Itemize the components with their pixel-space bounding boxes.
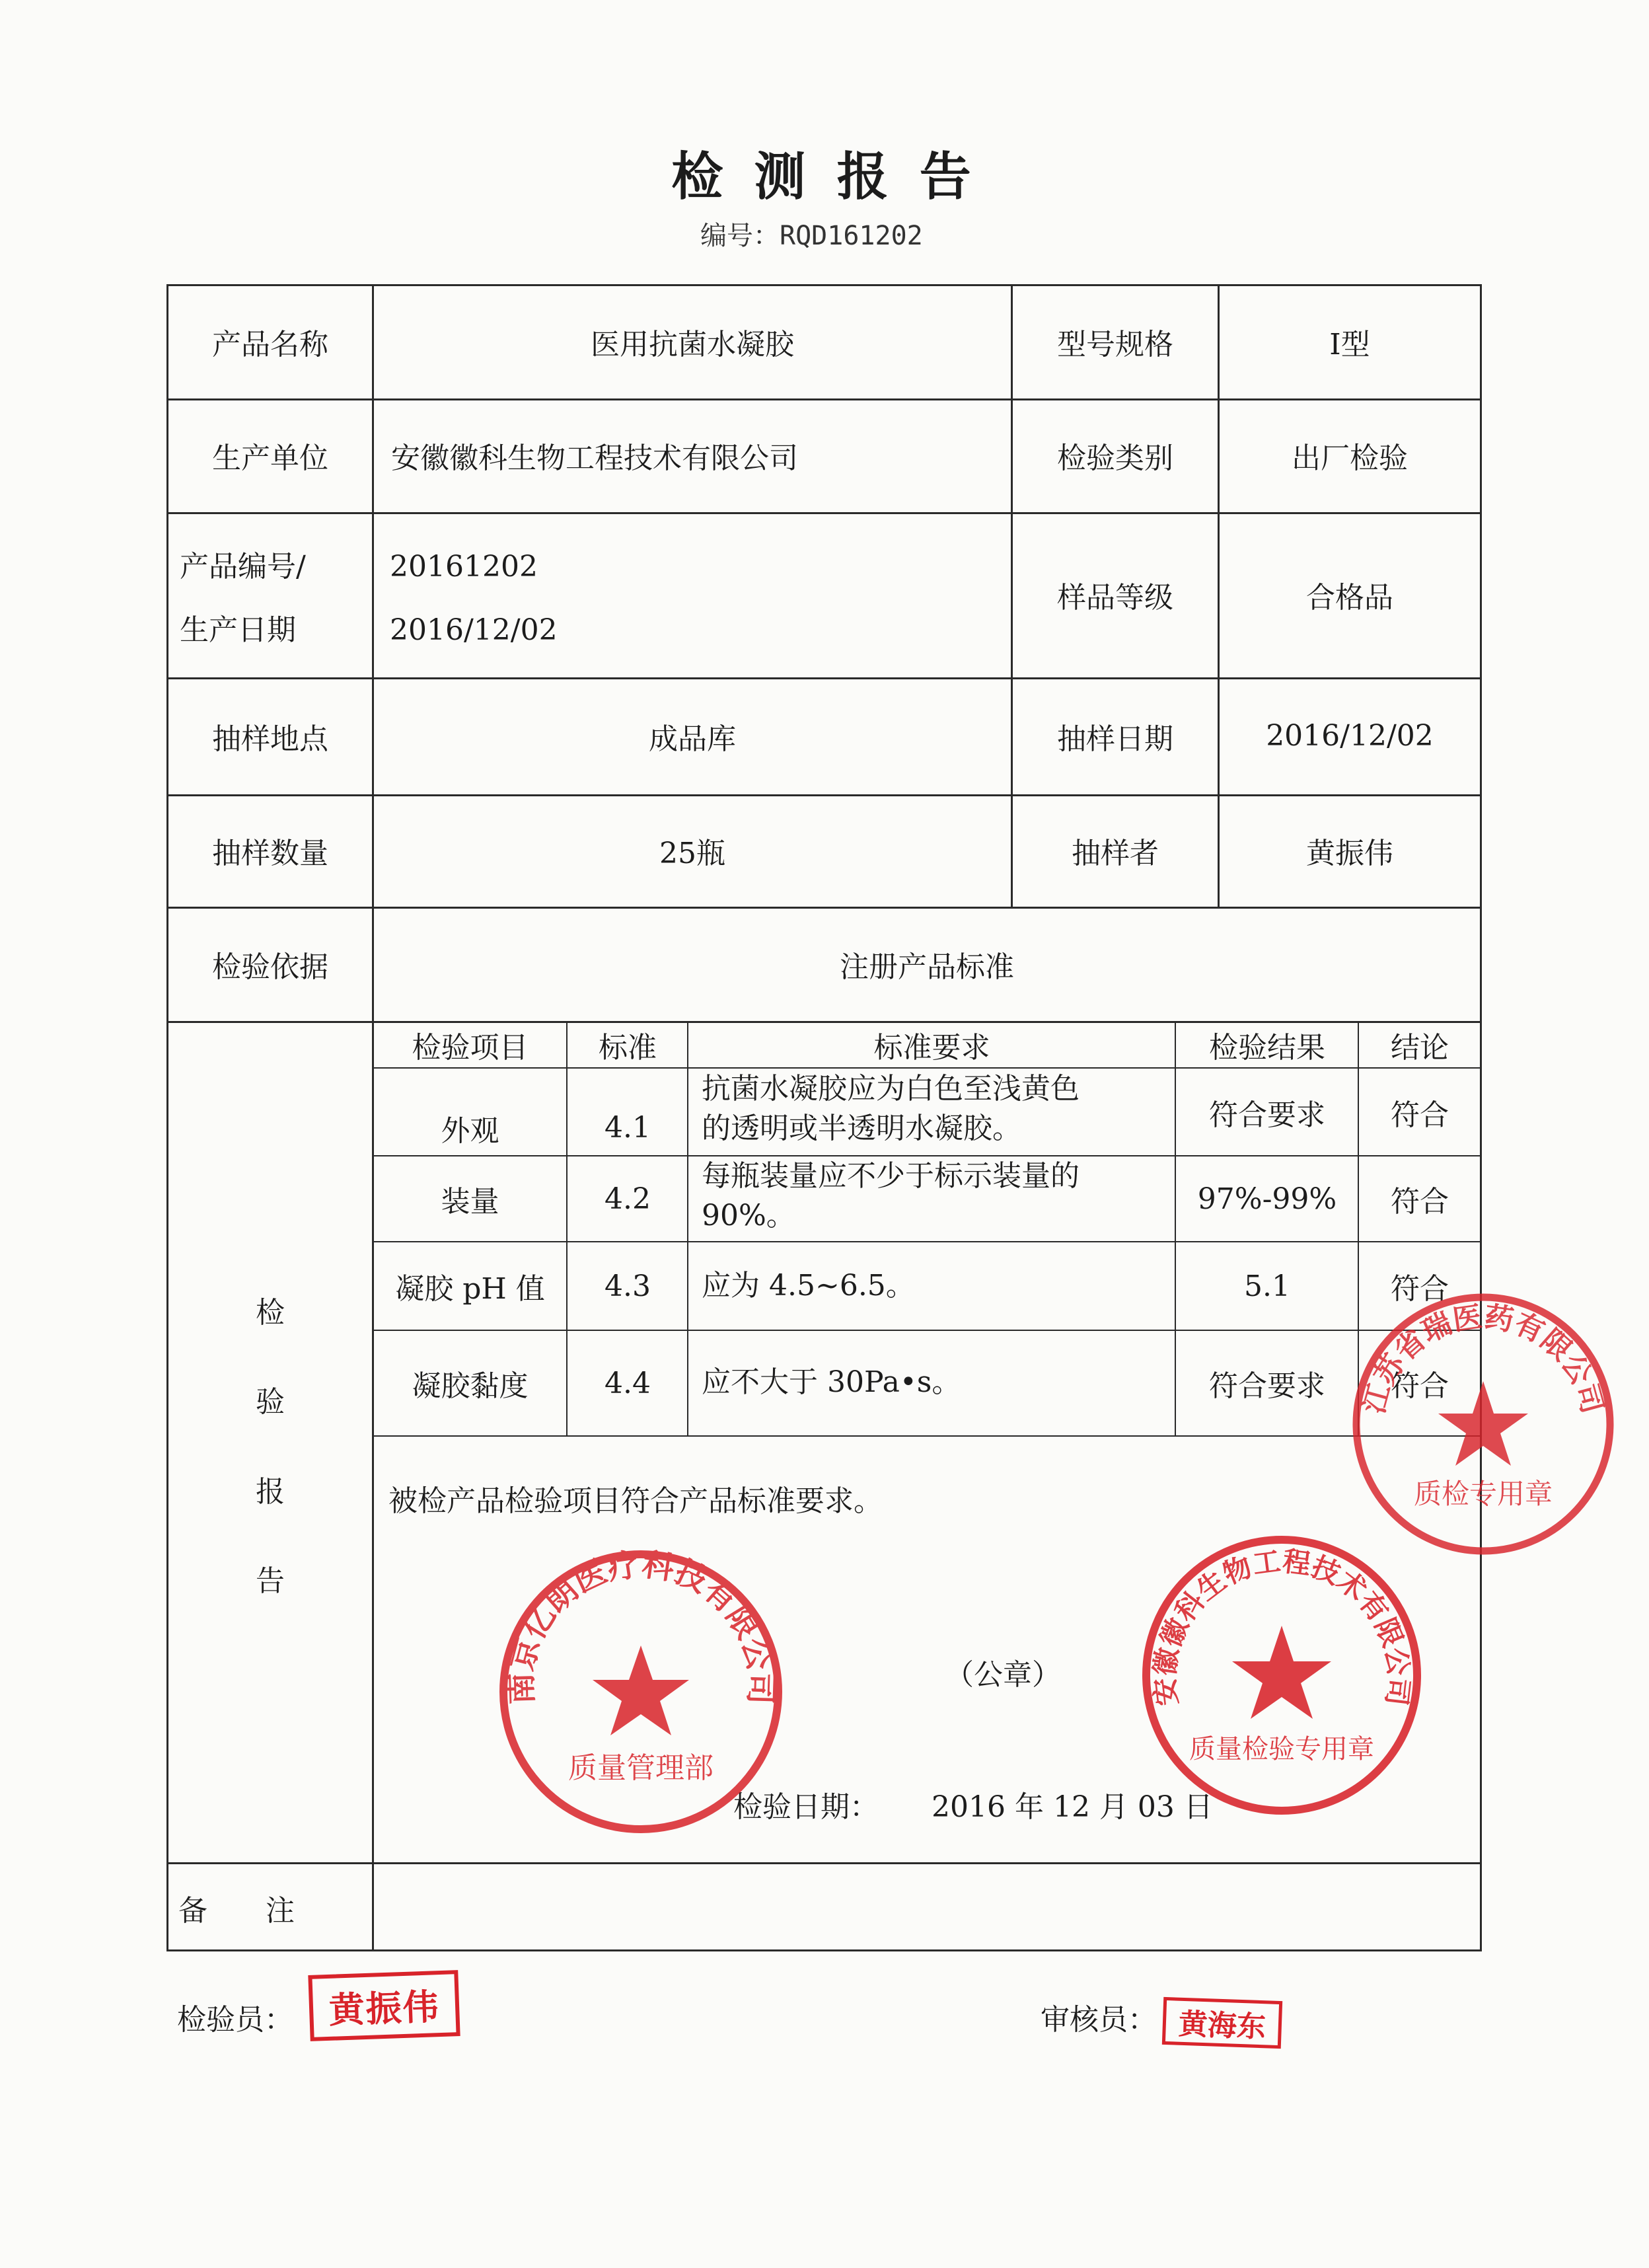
batch-label <box>180 535 306 662</box>
seal-inner-text: 质量管理部 <box>568 1751 714 1785</box>
requirement-line: 应不大于 30Pa•s。 <box>702 1365 961 1399</box>
test-requirement <box>702 1363 961 1402</box>
col-header-item: 检验项目 <box>412 1031 529 1065</box>
sampling-date-label: 抽样日期 <box>1057 722 1173 756</box>
col-header-std: 标准 <box>599 1031 657 1065</box>
conclusion-text: 被检产品检验项目符合产品标准要求。 <box>388 1484 883 1518</box>
sampler-value: 黄振伟 <box>1306 837 1393 870</box>
test-requirement <box>702 1156 1080 1236</box>
product-name-value: 医用抗菌水凝胶 <box>591 327 794 361</box>
batch-label-line2: 生产日期 <box>180 613 296 647</box>
test-std: 4.1 <box>605 1111 651 1145</box>
test-requirement <box>702 1266 915 1306</box>
col-header-result: 检验结果 <box>1209 1031 1325 1065</box>
requirement-line: 的透明或半透明水凝胶。 <box>702 1112 1021 1145</box>
seal-outer-text: 南京亿朗医疗科技有限公司 <box>502 1546 780 1706</box>
test-result: 97%-99% <box>1197 1182 1337 1216</box>
requirement-line: 90%。 <box>702 1199 795 1232</box>
sampling-place-label: 抽样地点 <box>212 722 328 756</box>
requirement-line: 抗菌水凝胶应为白色至浅黄色 <box>702 1072 1080 1106</box>
remarks-label: 备 注 <box>178 1894 295 1928</box>
test-item: 装量 <box>441 1185 499 1219</box>
manufacturer-value: 安徽徽科生物工程技术有限公司 <box>391 441 798 475</box>
sample-qty-value: 25瓶 <box>659 837 725 870</box>
sampler-label: 抽样者 <box>1072 837 1159 870</box>
batch-label-line1: 产品编号/ <box>180 550 306 584</box>
sample-qty-label: 抽样数量 <box>212 837 328 870</box>
report-label-char: 验 <box>256 1385 285 1419</box>
test-result: 符合要求 <box>1209 1369 1325 1403</box>
test-std: 4.4 <box>605 1366 651 1400</box>
requirement-line: 每瓶装量应不少于标示装量的 <box>702 1159 1080 1193</box>
test-item: 外观 <box>441 1114 499 1148</box>
test-item: 凝胶黏度 <box>412 1369 529 1403</box>
grade-value: 合格品 <box>1306 581 1393 615</box>
production-date: 2016/12/02 <box>390 613 558 647</box>
report-serial: 编号：RQD161202 <box>700 221 923 251</box>
col-header-conclusion: 结论 <box>1391 1031 1449 1065</box>
test-std: 4.2 <box>605 1182 651 1216</box>
test-requirement <box>702 1069 1080 1149</box>
seal-nanjing-quality <box>489 1540 793 1844</box>
requirement-line: 应为 4.5~6.5。 <box>702 1269 915 1303</box>
test-conclusion: 符合 <box>1391 1369 1449 1403</box>
batch-number: 20161202 <box>390 550 538 584</box>
inspection-type-value: 出厂检验 <box>1292 441 1408 475</box>
test-conclusion: 符合 <box>1391 1272 1449 1306</box>
report-label-char: 检 <box>256 1296 285 1330</box>
inspector-stamp <box>308 1970 460 2041</box>
basis-value: 注册产品标准 <box>840 950 1014 984</box>
seal-jiangsu-qc <box>1344 1285 1622 1563</box>
test-result: 5.1 <box>1244 1269 1290 1303</box>
official-seal-note: （公章） <box>945 1658 1061 1692</box>
reviewer-stamp <box>1162 1997 1282 2049</box>
batch-values <box>390 535 558 662</box>
report-title: 检 测 报 告 <box>671 147 978 207</box>
reviewer-stamp-name: 黄海东 <box>1177 2007 1266 2045</box>
test-result: 符合要求 <box>1209 1098 1325 1132</box>
grade-label: 样品等级 <box>1057 581 1173 615</box>
seal-outer-text: 安徽徽科生物工程技术有限公司 <box>1148 1544 1416 1708</box>
inspector-stamp-name: 黄振伟 <box>328 1984 441 2031</box>
seal-inner-text: 质检专用章 <box>1413 1478 1553 1510</box>
report-section-label <box>168 1289 372 1599</box>
model-value: Ⅰ型 <box>1329 327 1370 361</box>
seal-inner-text: 质量检验专用章 <box>1189 1734 1374 1764</box>
report-label-char: 报 <box>256 1474 285 1509</box>
reviewer-label: 审核员： <box>1041 2003 1157 2037</box>
basis-label: 检验依据 <box>212 950 328 984</box>
seal-anhui-inspection <box>1133 1527 1430 1824</box>
product-name-label: 产品名称 <box>212 327 328 361</box>
inspection-type-label: 检验类别 <box>1057 441 1173 475</box>
report-label-char: 告 <box>256 1564 285 1598</box>
test-conclusion: 符合 <box>1391 1098 1449 1132</box>
sampling-date-value: 2016/12/02 <box>1266 719 1434 753</box>
inspector-label: 检验员： <box>177 2003 293 2037</box>
seal-outer-text: 江苏省瑞医药有限公司 <box>1357 1300 1609 1418</box>
model-label: 型号规格 <box>1057 327 1173 361</box>
test-std: 4.3 <box>605 1269 651 1303</box>
col-header-requirement: 标准要求 <box>873 1031 990 1065</box>
test-item: 凝胶 pH 值 <box>395 1272 545 1306</box>
sampling-place-value: 成品库 <box>649 722 736 756</box>
inspection-date: 2016 年 12 月 03 日 <box>932 1790 1213 1824</box>
test-conclusion: 符合 <box>1391 1185 1449 1219</box>
manufacturer-label: 生产单位 <box>212 441 328 475</box>
inspection-date-label: 检验日期： <box>733 1790 879 1824</box>
